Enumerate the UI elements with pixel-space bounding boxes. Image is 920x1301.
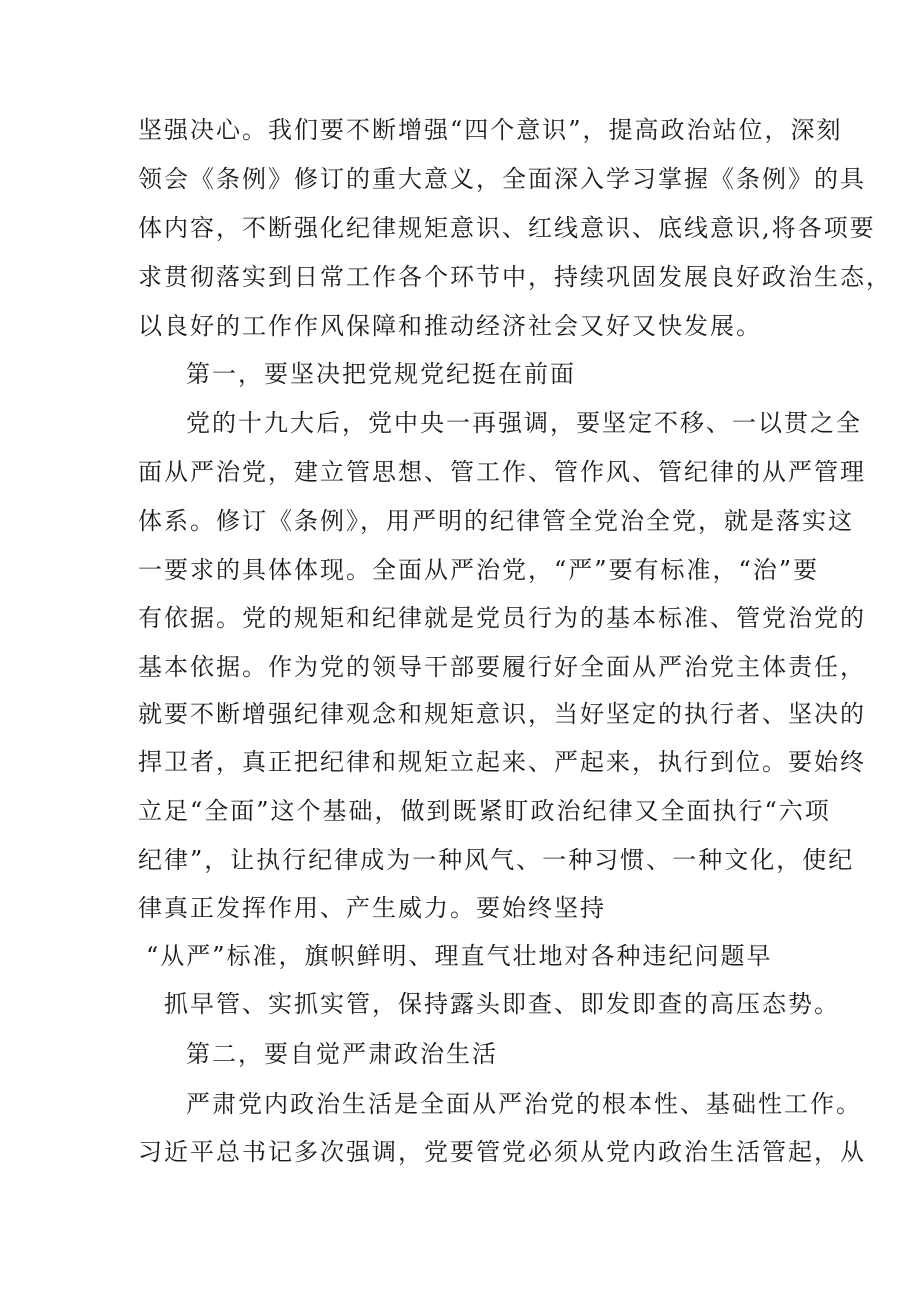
text-line: 党的十九大后，党中央一再强调，要坚定不移、一以贯之全 (186, 409, 862, 437)
text-line: 以良好的工作作风保障和推动经济社会又好又快发展。 (138, 312, 762, 340)
text-line: “从严”标准，旗帜鲜明、理直气壮地对各种违纪问题早 (146, 942, 773, 970)
text-line: 求贯彻落实到日常工作各个环节中，持续巩固发展良好政治生态， (138, 263, 892, 291)
text-line: 律真正发挥作用、产生威力。要始终坚持 (138, 894, 606, 922)
text-line: 基本依据。作为党的领导干部要履行好全面从严治党主体责任， (138, 653, 866, 681)
text-line: 面从严治党，建立管思想、管工作、管作风、管纪律的从严管理 (138, 458, 866, 486)
text-line: 就要不断增强纪律观念和规矩意识，当好坚定的执行者、坚决的 (138, 700, 866, 728)
text-line: 捍卫者，真正把纪律和规矩立起来、严起来，执行到位。要始终 (138, 748, 866, 776)
text-line: 领会《条例》修订的重大意义，全面深入学习掌握《条例》的具 (138, 165, 866, 193)
text-line: 体内容，不断强化纪律规矩意识、红线意识、底线意识,将各项要 (138, 214, 876, 242)
section-heading: 第二，要自觉严肃政治生活 (186, 1040, 498, 1068)
text-line: 严肃党内政治生活是全面从严治党的根本性、基础性工作。 (186, 1090, 862, 1118)
section-heading: 第一，要坚决把党规党纪挺在前面 (186, 360, 576, 388)
text-line: 有依据。党的规矩和纪律就是党员行为的基本标准、管党治党的 (138, 604, 866, 632)
text-line: 立足“全面”这个基础，做到既紧盯政治纪律又全面执行“六项 (138, 797, 831, 825)
text-line: 坚强决心。我们要不断增强“四个意识”，提高政治站位，深刻 (138, 116, 843, 144)
text-line: 抓早管、实抓实管，保持露头即查、即发即查的高压态势。 (164, 990, 840, 1018)
text-line: 一要求的具体体现。全面从严治党，“严”要有标准，“治”要 (138, 556, 820, 584)
text-line: 体系。修订《条例》，用严明的纪律管全党治全党，就是落实这 (138, 507, 854, 535)
text-line: 纪律”，让执行纪律成为一种风气、一种习惯、一种文化，使纪 (138, 846, 855, 874)
text-line: 习近平总书记多次强调，党要管党必须从党内政治生活管起，从 (138, 1138, 866, 1166)
